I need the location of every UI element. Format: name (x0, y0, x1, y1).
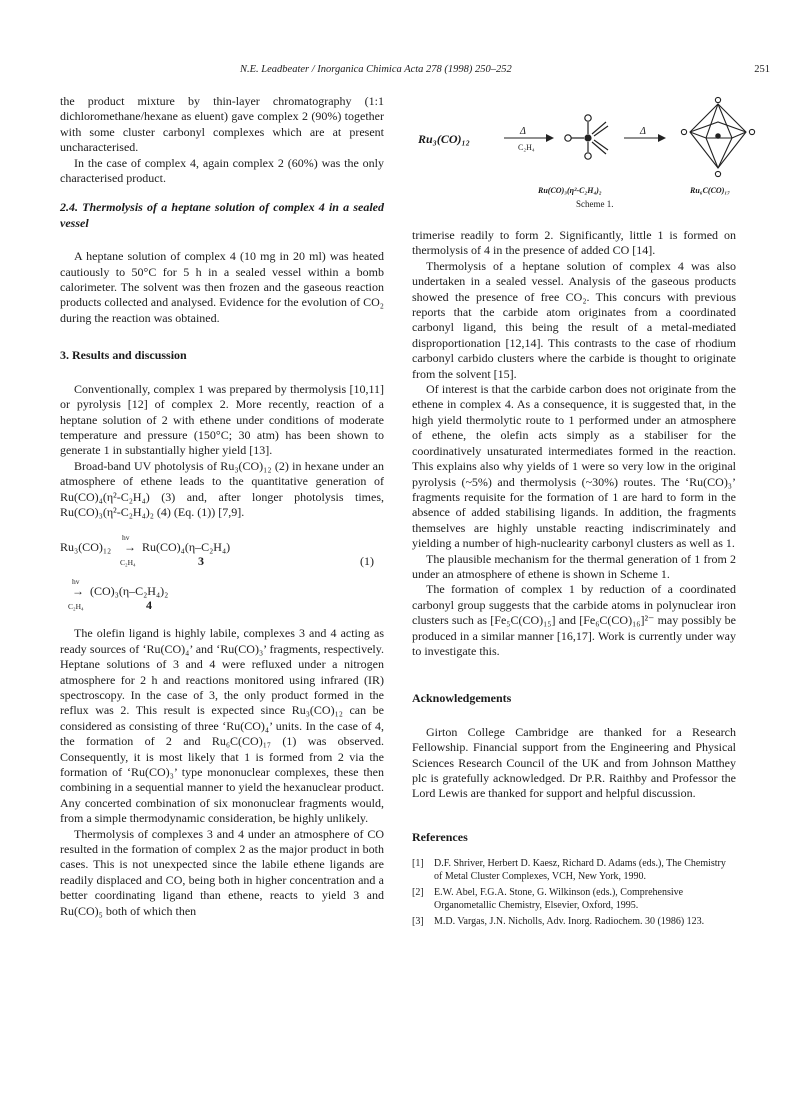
scheme-reactant: Ru₃(CO)₁₂ (418, 132, 470, 146)
eq-arrow: → (124, 540, 136, 555)
reference-list (412, 857, 736, 928)
paragraph-co-thermolysis: Thermolysis of complexes 3 and 4 under an atmosphere of CO resulted in the formation of complex 2 as the major product in both cases. This is not unexpected since the labile ethene ligands are readily displaced and CO, being both in higher concentration and a better coordinating ligand than ethene, reacts to yield 3 and Ru(CO)₅ both of which then (60, 826, 384, 918)
paragraph-carbide-origin: Of interest is that the carbide carbon does not originate from the ethene in complex 4. As a consequence, it is suggested that, in the high yield thermolytic route to 1 performed under an atmosphere of ethene, the olefin acts simply as a stabiliser for the coordinatively unsaturated intermediates formed in the reaction. This explains also why yields of 1 were so very low in the original pyrolysis (~5%) and thermolysis (~30%) routes. The ‘Ru(CO)₃’ fragments requisite for the formation of 1 are hard to form in the absence of added stabilising ligands. In addition, the fragments themselves are highly unstable reacting indiscriminately and yielding a number of high-nuclearity carbonyl clusters as well as 1. (412, 382, 736, 551)
section-heading: 3. Results and discussion (60, 348, 187, 363)
left-column (60, 94, 384, 919)
scheme-heat-1: Δ (520, 126, 526, 137)
scheme-label-intermediate: Ru(CO)₃(η²-C₂H₄)₂ (538, 186, 602, 195)
scheme-caption: Scheme 1. (576, 199, 614, 209)
references-heading: References (412, 829, 468, 844)
paragraph-mechanism: The plausible mechanism for the thermal generation of 1 from 2 under an atmosphere of ethene is shown in Scheme 1. (412, 551, 736, 581)
equation-number: (1) (360, 554, 374, 569)
scheme-ethene-condition: C₂H₄ (518, 143, 535, 152)
reference-item (412, 886, 736, 912)
reference-text: M.D. Vargas, J.N. Nicholls, Adv. Inorg. Radiochem. 30 (1986) 123. (434, 916, 705, 928)
eq-hv-label: hv (122, 533, 130, 543)
scheme-drawing (418, 92, 770, 188)
paragraph-conventional-prep: Conventionally, complex 1 was prepared by thermolysis [10,11] or pyrolysis [12] of complex 2. More recently, reaction of a heptane solution of 2 with ethene under conditions of moderate temperature and pressure (150°C; 30 atm) has been shown to generate 1 in substantially higher yield [13]. (60, 381, 384, 458)
page-number: 251 (754, 64, 770, 75)
paragraph-iron-clusters: The formation of complex 1 by reduction of a coordinated carbonyl group suggests that the carbide atoms in polynuclear iron clusters such as [Fe₅C(CO)₁₅] and [Fe₆C(CO)₁₆]²⁻ may possibly be produced in a similar manner [16,17]. Work is currently under way to investigate this. (412, 582, 736, 658)
scheme-heat-2: Δ (640, 126, 646, 137)
paragraph-photolysis: Broad-band UV photolysis of Ru₃(CO)₁₂ (2) in hexane under an atmosphere of ethene leads to the quantitative generation of Ru(CO)₄(η²-C₂H₄) (3) and, after longer photolysis times, Ru(CO)₃(η²-C₂H₄)₂ (4) (Eq. (1)) [7,9]. (60, 458, 384, 519)
reference-number: [1] (412, 858, 424, 870)
eq-reactant: Ru₃(CO)₁₂ (60, 540, 112, 555)
equation-1 (60, 530, 384, 614)
reference-item (412, 857, 736, 883)
eq-product: Ru(CO)₄(η–C₂H₄) (142, 540, 231, 555)
eq-hv-label: hv (72, 577, 80, 587)
acknowledgements-heading: Acknowledgements (412, 691, 512, 706)
running-header (62, 64, 770, 80)
scheme-label-product: Ru₆C(CO)₁₇ (690, 186, 730, 195)
reference-number: [2] (412, 887, 424, 899)
paragraph-complex-4: In the case of complex 4, again complex 2 (60%) was the only characterised product. (60, 155, 384, 186)
paragraph-sealed-vessel: Thermolysis of a heptane solution of complex 4 was also undertaken in a sealed vessel. Analysis of the gaseous products showed the presence of free CO₂. This concurs with previous reports that the carbide atom originates from a coordinated carbonyl ligand, this being the result of a metal-mediated disproportionation [12,14]. This contrasts to the case of rhodium carbonyl carbido clusters where the carbide is thought to originate from the solvent [15]. (412, 258, 736, 381)
right-column (412, 228, 736, 931)
paragraph-olefin-labile: The olefin ligand is highly labile, complexes 3 and 4 acting as ready sources of ‘Ru(CO)₄’ and ‘Ru(CO)₃’ fragments, respectively. Heptane solutions of 3 and 4 were refluxed under a nitrogen atmosphere for 2 h and reactions monitored using infrared (IR) spectroscopy. In the case of 3, the only product formed in the reflux was 2. This result is expected since Ru₃(CO)₁₂ can be considered as consisting of three ‘Ru(CO)₄’ units. In the case of 4, the formation of 2 and Ru₆C(CO)₁₇ (1) was observed. Consequently, it is most likely that 1 is formed from 2 via the formation of ‘Ru(CO)₃’ type mononuclear complexes, these then combining in a sequential manner to yield the hexanuclear product. Any concerted combination of six mononuclear fragments would, from a simple thermodynamic consideration, be highly unlikely. (60, 626, 384, 826)
scheme-1 (418, 92, 770, 212)
reference-text: E.W. Abel, F.G.A. Stone, G. Wilkinson (eds.), Comprehensive Organometallic Chemistry, Elsevier, Oxford, 1995. (434, 887, 684, 912)
eq-compound-number: 3 (198, 554, 204, 569)
reference-number: [3] (412, 916, 424, 928)
eq-arrow: → (72, 584, 84, 599)
reference-item (412, 915, 736, 928)
acknowledgements-text: Girton College Cambridge are thanked for a Research Fellowship. Financial support from the Engineering and Physical Sciences Research Council of the UK and from Johnson Matthey plc is gratefully acknowledged. Dr P.R. Raithby and Professor the Lord Lewis are thanked for support and helpful discussion. (412, 724, 736, 801)
paragraph-trimerise: trimerise readily to form 2. Significantly, little 1 is formed on thermolysis of 4 in the presence of added CO [14]. (412, 228, 736, 258)
ru-ethene-complex-structure (565, 115, 608, 159)
ru6c-cluster-structure (681, 97, 754, 176)
reference-text: D.F. Shriver, Herbert D. Kaesz, Richard D. Adams (eds.), The Chemistry of Metal Cluster Complexes, VCH, New York, 1990. (434, 858, 726, 883)
subsection-heading: 2.4. Thermolysis of a heptane solution of complex 4 in a sealed vessel (60, 200, 384, 230)
eq-product: (CO)₃(η–C₂H₄)₂ (90, 584, 169, 599)
running-head: N.E. Leadbeater / Inorganica Chimica Acta 278 (1998) 250–252 (240, 64, 512, 75)
eq-compound-number: 4 (146, 598, 152, 613)
paragraph-heptane-thermolysis: A heptane solution of complex 4 (10 mg in 20 ml) was heated cautiously to 50°C for 5 h in a sealed vessel within a bomb calorimeter. The solvent was then frozen and the gaseous reaction products collected and analysed. Evidence for the evolution of CO₂ during the reaction was obtained. (60, 249, 384, 325)
paragraph-continuation: the product mixture by thin-layer chromatography (1:1 dichloromethane/hexane as eluent) gave complex 2 (90%) together with some cluster carbonyl complexes which are at present uncharacterised. (60, 94, 384, 155)
eq-condition: C₂H₄ (68, 602, 84, 612)
reaction-arrow-1 (504, 134, 554, 142)
eq-condition: C₂H₄ (120, 558, 136, 568)
